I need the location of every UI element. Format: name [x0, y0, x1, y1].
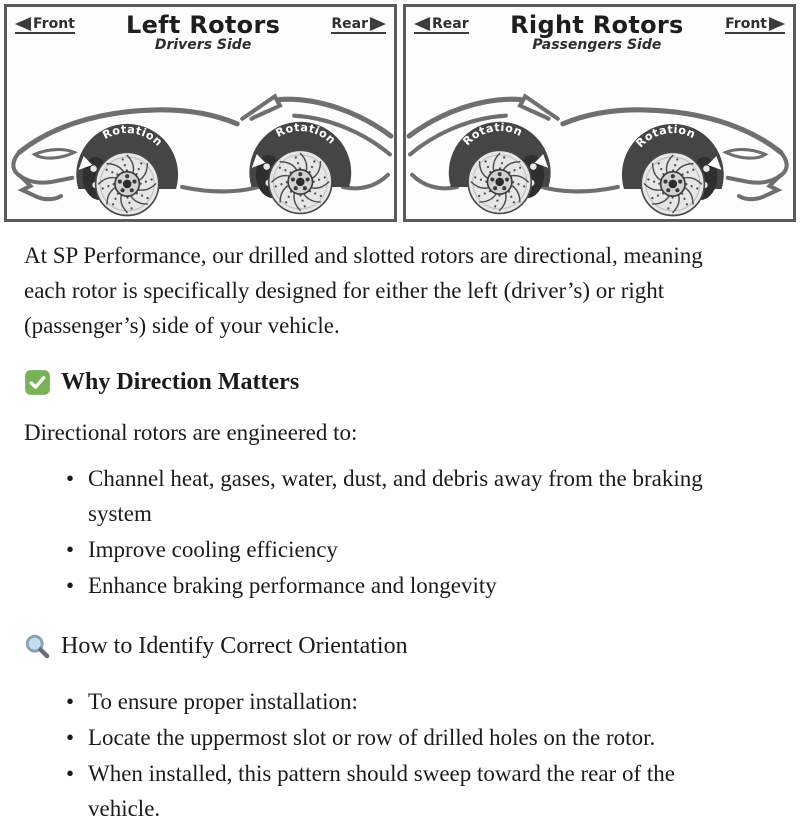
rotation-label: Rotation	[273, 120, 339, 147]
arrow-right-icon	[769, 17, 785, 31]
rotor-direction-diagram	[0, 0, 800, 222]
front-direction-indicator	[725, 17, 785, 34]
magnifier-icon	[24, 633, 51, 660]
list-item: • When installed, this pattern should sweep toward the rear of the vehicle.	[24, 756, 748, 826]
left-panel-titles	[126, 13, 280, 53]
direction-label: Front	[33, 16, 75, 32]
rear-direction-indicator	[414, 17, 469, 34]
benefits-list	[24, 461, 770, 603]
left-car-illustration	[7, 53, 394, 219]
direction-label: Rear	[331, 16, 368, 32]
left-panel-header	[7, 7, 394, 53]
section-heading-text: Why Direction Matters	[61, 369, 300, 395]
section-heading-text: How to Identify Correct Orientation	[61, 633, 408, 659]
list-item: • To ensure proper installation:	[24, 684, 748, 719]
section-heading-why-direction-matters	[24, 369, 770, 396]
check-icon	[24, 369, 51, 396]
direction-label: Front	[725, 16, 767, 32]
list-item: • Enhance braking performance and longevity	[24, 568, 748, 603]
list-item: • Improve cooling efficiency	[24, 532, 748, 567]
rotation-label: Rotation	[633, 122, 698, 151]
orientation-steps-list	[24, 684, 770, 826]
section-lead: Directional rotors are engineered to:	[24, 420, 358, 445]
panel-subtitle: Drivers Side	[154, 37, 252, 54]
rear-direction-indicator	[331, 17, 386, 34]
right-panel-titles	[510, 13, 683, 53]
right-panel-header	[406, 7, 793, 53]
right-rotors-panel	[403, 4, 796, 222]
article-body	[0, 222, 800, 826]
rotation-label: Rotation	[100, 122, 166, 149]
panel-title: Right Rotors	[510, 11, 684, 39]
left-rotors-panel	[4, 4, 397, 222]
right-car-illustration	[406, 53, 793, 219]
list-item: • Channel heat, gases, water, dust, and debris away from the braking system	[24, 461, 748, 531]
panel-title: Left Rotors	[126, 11, 281, 39]
arrow-right-icon	[370, 17, 386, 31]
direction-label: Rear	[432, 16, 469, 32]
front-direction-indicator	[15, 17, 75, 34]
rotation-label: Rotation	[460, 120, 525, 149]
list-item: • Locate the uppermost slot or row of drilled holes on the rotor.	[24, 720, 748, 755]
arrow-left-icon	[414, 17, 430, 31]
intro-paragraph: At SP Performance, our drilled and slotted rotors are directional, meaning each rotor is specifically designed for either the left (driver’s) or right (passenger’s) side of your vehicle.	[24, 243, 703, 338]
panel-subtitle: Passengers Side	[532, 37, 662, 54]
arrow-left-icon	[15, 17, 31, 31]
section-heading-how-to-identify	[24, 633, 770, 660]
